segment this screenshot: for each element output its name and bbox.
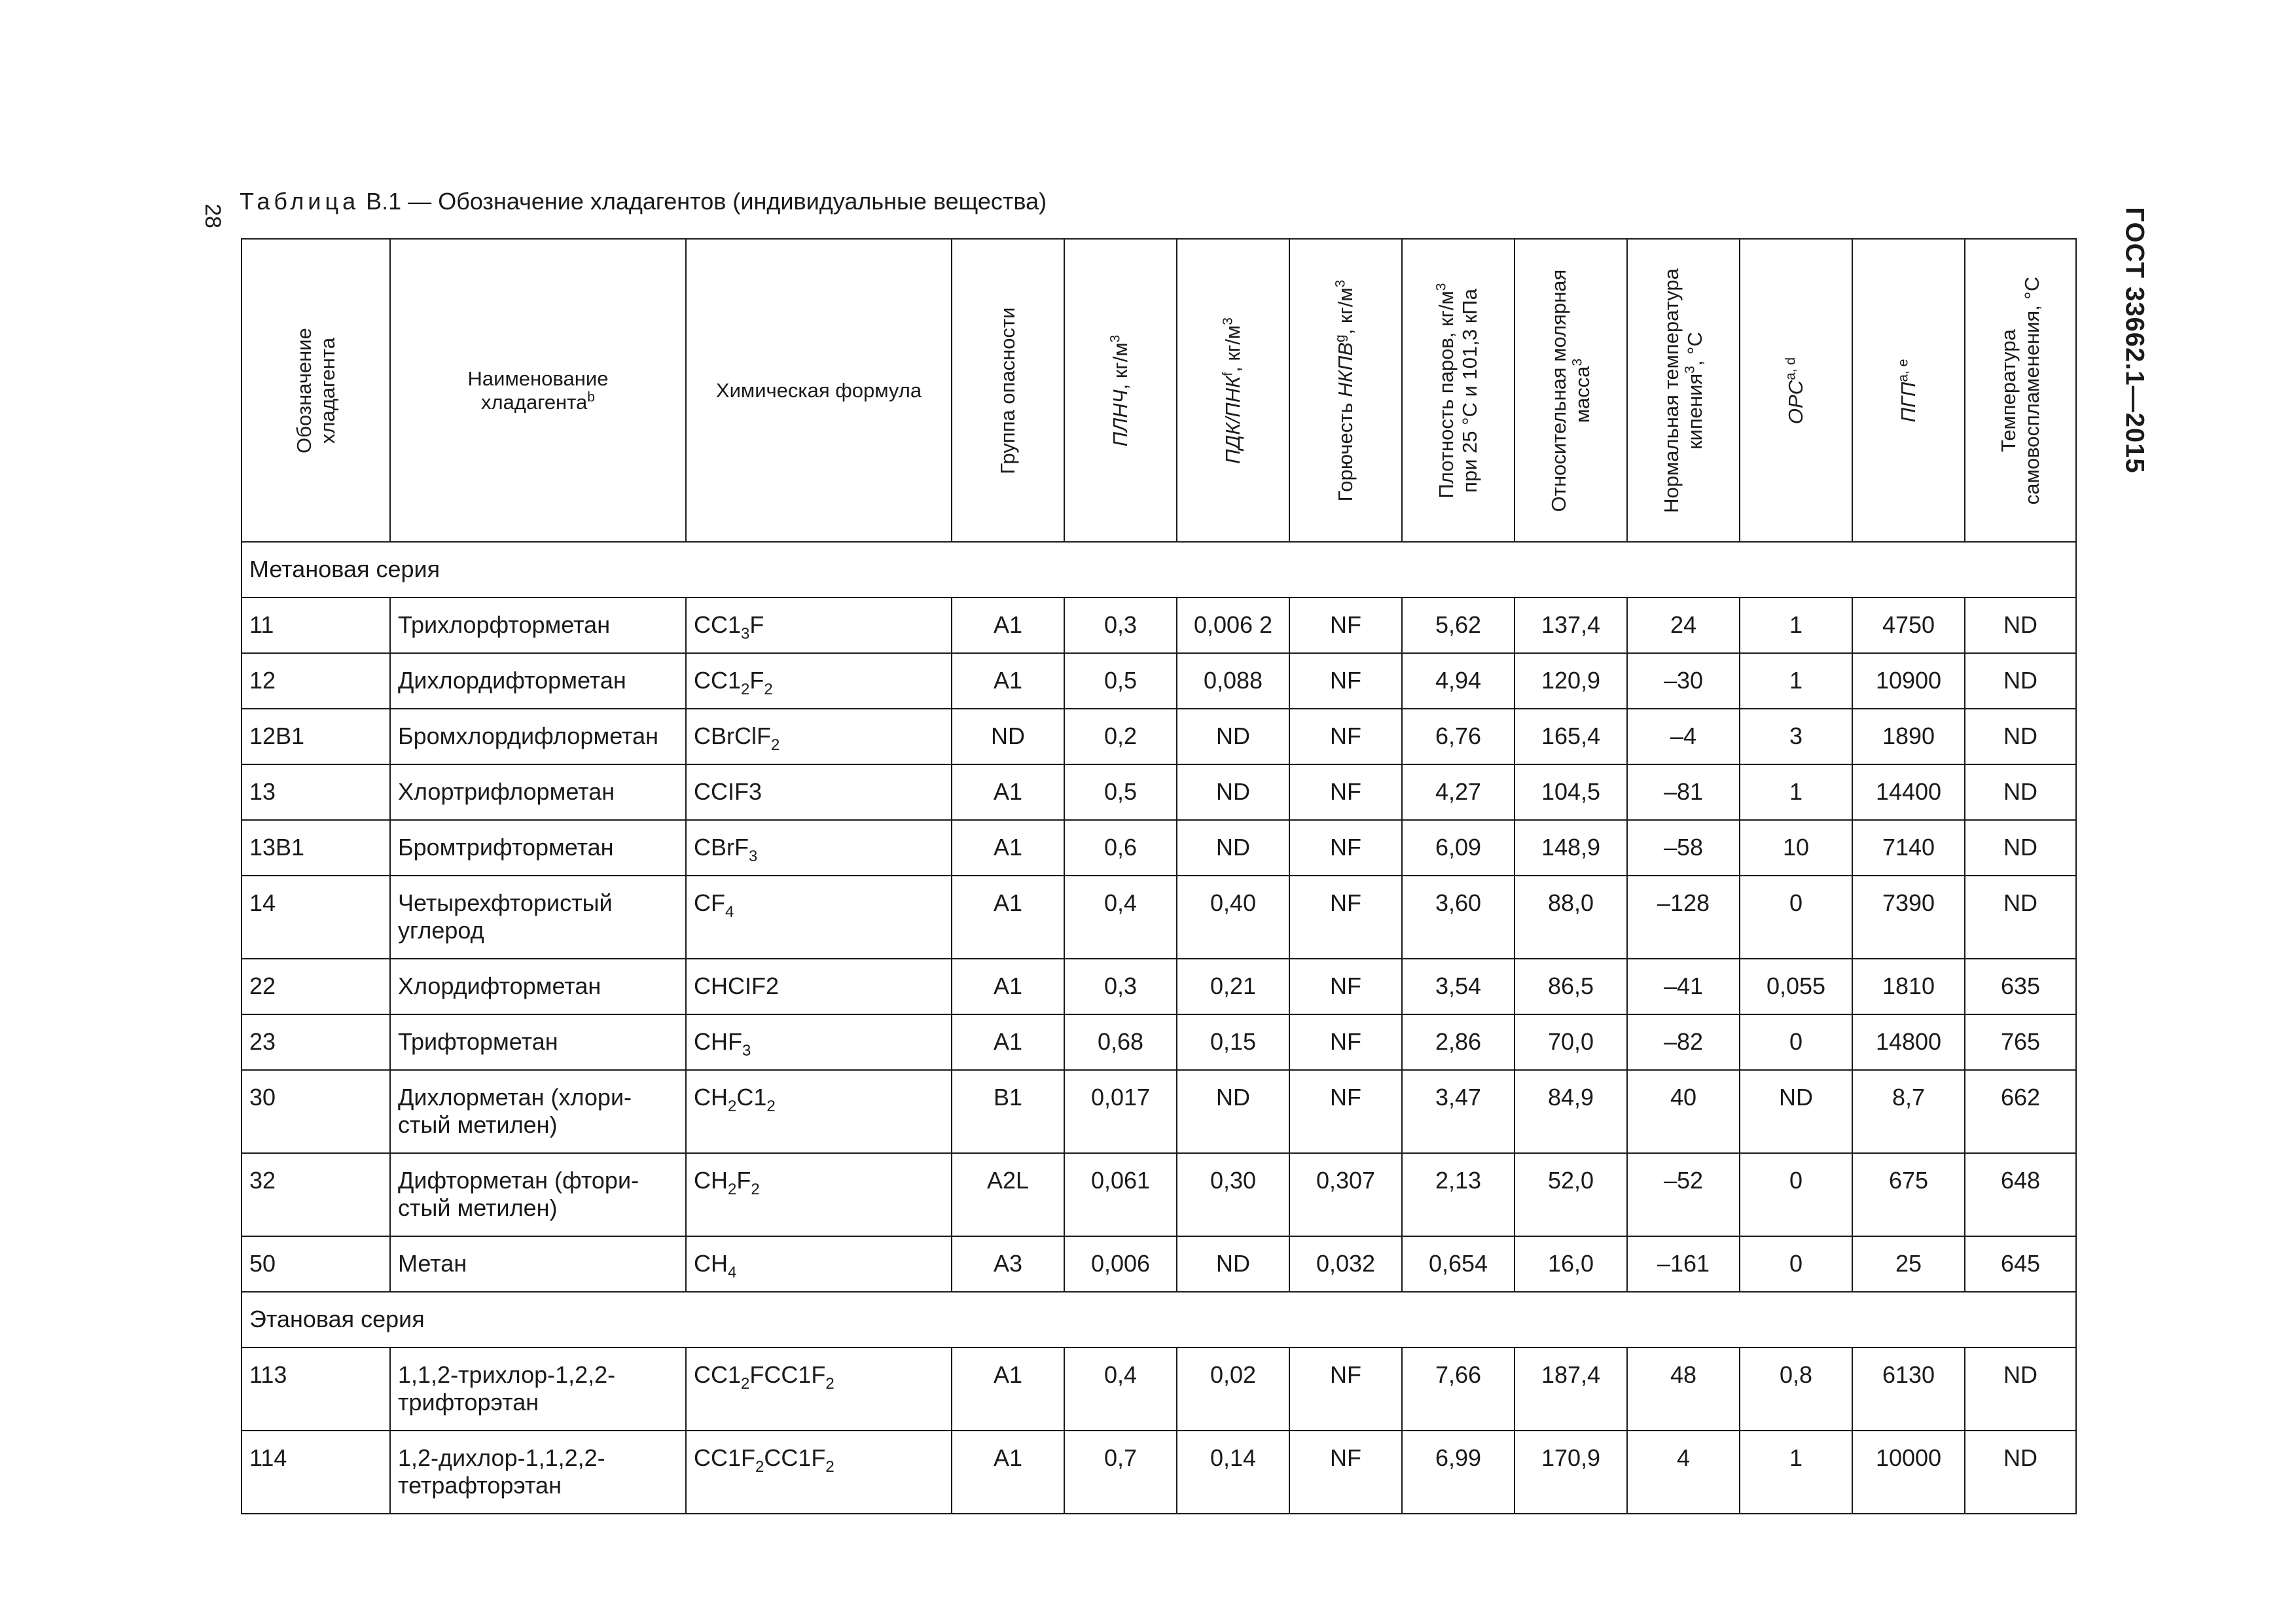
cell-boiling-point: –81 bbox=[1627, 764, 1740, 820]
table-row bbox=[242, 1070, 2076, 1153]
cell-group: A1 bbox=[952, 1347, 1064, 1431]
formula-part: CC1 bbox=[694, 611, 742, 638]
formula-part: CBrClF bbox=[694, 722, 771, 749]
cell-lfl: NF bbox=[1289, 653, 1402, 709]
cell-lfl: NF bbox=[1289, 1431, 1402, 1514]
cell-name bbox=[390, 764, 686, 820]
cell-designation: 12B1 bbox=[242, 709, 390, 764]
cell-odp: 10 bbox=[1740, 820, 1852, 876]
cell-pdk: 0,088 bbox=[1177, 653, 1289, 709]
cell-designation: 114 bbox=[242, 1431, 390, 1514]
cell-boiling-point: 24 bbox=[1627, 597, 1740, 653]
cell-formula bbox=[686, 597, 952, 653]
col-name-note: b bbox=[587, 389, 595, 405]
cell-density: 3,60 bbox=[1402, 876, 1515, 959]
col-atel bbox=[1064, 239, 1177, 542]
cell-formula bbox=[686, 959, 952, 1014]
cell-odp: 0 bbox=[1740, 1153, 1852, 1236]
cell-atel: 0,3 bbox=[1064, 959, 1177, 1014]
cell-gwp: 14800 bbox=[1852, 1014, 1965, 1070]
cell-atel: 0,006 bbox=[1064, 1236, 1177, 1292]
standard-id bbox=[2111, 203, 2157, 478]
col-designation bbox=[242, 239, 390, 542]
cell-name bbox=[390, 1070, 686, 1153]
cell-mass: 120,9 bbox=[1515, 653, 1627, 709]
cell-density: 2,13 bbox=[1402, 1153, 1515, 1236]
cell-formula bbox=[686, 1236, 952, 1292]
cell-mass: 84,9 bbox=[1515, 1070, 1627, 1153]
cell-density: 4,27 bbox=[1402, 764, 1515, 820]
cell-name-line: Трихлорфторметан bbox=[398, 611, 611, 638]
cell-lfl: NF bbox=[1289, 876, 1402, 959]
cell-formula bbox=[686, 709, 952, 764]
cell-boiling-point: –4 bbox=[1627, 709, 1740, 764]
col-formula bbox=[686, 239, 952, 542]
formula-part: 2 bbox=[766, 1097, 776, 1115]
cell-density: 0,654 bbox=[1402, 1236, 1515, 1292]
cell-gwp: 8,7 bbox=[1852, 1070, 1965, 1153]
cell-gwp: 1810 bbox=[1852, 959, 1965, 1014]
formula-part: F bbox=[749, 611, 764, 638]
cell-lfl: NF bbox=[1289, 1014, 1402, 1070]
cell-name bbox=[390, 1014, 686, 1070]
cell-mass: 86,5 bbox=[1515, 959, 1627, 1014]
cell-odp: 1 bbox=[1740, 597, 1852, 653]
cell-atel: 0,4 bbox=[1064, 876, 1177, 959]
cell-gwp: 675 bbox=[1852, 1153, 1965, 1236]
cell-gwp: 4750 bbox=[1852, 597, 1965, 653]
table-row bbox=[242, 1347, 2076, 1431]
cell-odp: 0,8 bbox=[1740, 1347, 1852, 1431]
cell-group: A1 bbox=[952, 1014, 1064, 1070]
page-number: 28 bbox=[200, 204, 226, 228]
cell-pdk: 0,40 bbox=[1177, 876, 1289, 959]
col-safety-group bbox=[952, 239, 1064, 542]
cell-density: 3,54 bbox=[1402, 959, 1515, 1014]
cell-group: B1 bbox=[952, 1070, 1064, 1153]
cell-atel: 0,2 bbox=[1064, 709, 1177, 764]
cell-group: A1 bbox=[952, 959, 1064, 1014]
cell-name-line: Хлортрифлорметан bbox=[398, 778, 615, 805]
formula-part: 2 bbox=[741, 681, 750, 698]
cell-formula bbox=[686, 1014, 952, 1070]
col-ait-l2: самовоспламенения, °С bbox=[2020, 276, 2043, 505]
col-flam-note: g bbox=[1333, 334, 1348, 342]
formula-part: 2 bbox=[764, 681, 773, 698]
cell-atel: 0,3 bbox=[1064, 597, 1177, 653]
cell-autoignition: 645 bbox=[1965, 1236, 2076, 1292]
col-bp-l2: кипения bbox=[1683, 373, 1706, 450]
col-mass-exp: 3 bbox=[1570, 358, 1585, 366]
cell-name-line: стый метилен) bbox=[398, 1194, 558, 1221]
cell-gwp: 25 bbox=[1852, 1236, 1965, 1292]
cell-pdk: 0,02 bbox=[1177, 1347, 1289, 1431]
cell-boiling-point: 4 bbox=[1627, 1431, 1740, 1514]
cell-atel: 0,017 bbox=[1064, 1070, 1177, 1153]
cell-gwp: 10900 bbox=[1852, 653, 1965, 709]
cell-atel: 0,6 bbox=[1064, 820, 1177, 876]
cell-pdk: 0,006 2 bbox=[1177, 597, 1289, 653]
cell-boiling-point: –161 bbox=[1627, 1236, 1740, 1292]
cell-pdk: ND bbox=[1177, 709, 1289, 764]
cell-name bbox=[390, 876, 686, 959]
col-safety-group-label: Группа опасности bbox=[996, 306, 1019, 474]
cell-designation: 30 bbox=[242, 1070, 390, 1153]
cell-gwp: 14400 bbox=[1852, 764, 1965, 820]
cell-density: 6,09 bbox=[1402, 820, 1515, 876]
cell-atel: 0,68 bbox=[1064, 1014, 1177, 1070]
cell-group: A2L bbox=[952, 1153, 1064, 1236]
cell-group: A1 bbox=[952, 597, 1064, 653]
cell-mass: 52,0 bbox=[1515, 1153, 1627, 1236]
cell-mass: 70,0 bbox=[1515, 1014, 1627, 1070]
cell-odp: ND bbox=[1740, 1070, 1852, 1153]
col-density-l2: при 25 °С и 101,3 кПа bbox=[1458, 288, 1481, 493]
cell-odp: 3 bbox=[1740, 709, 1852, 764]
cell-autoignition: ND bbox=[1965, 709, 2076, 764]
cell-formula bbox=[686, 764, 952, 820]
cell-density: 5,62 bbox=[1402, 597, 1515, 653]
cell-mass: 148,9 bbox=[1515, 820, 1627, 876]
cell-name bbox=[390, 1431, 686, 1514]
cell-autoignition: 648 bbox=[1965, 1153, 2076, 1236]
formula-part: CF bbox=[694, 889, 725, 916]
formula-part: 2 bbox=[728, 1181, 737, 1198]
cell-name bbox=[390, 597, 686, 653]
cell-density: 3,47 bbox=[1402, 1070, 1515, 1153]
col-flammability bbox=[1289, 239, 1402, 542]
cell-designation: 13 bbox=[242, 764, 390, 820]
col-name-l1: Наименование bbox=[467, 366, 609, 390]
cell-name-line: Дифторметан (фтори- bbox=[398, 1167, 639, 1194]
col-atel-exp: 3 bbox=[1107, 334, 1123, 342]
cell-group: A1 bbox=[952, 653, 1064, 709]
table-row bbox=[242, 1014, 2076, 1070]
col-odp-note: a, d bbox=[1783, 357, 1799, 380]
col-name bbox=[390, 239, 686, 542]
cell-lfl: NF bbox=[1289, 959, 1402, 1014]
table-row bbox=[242, 959, 2076, 1014]
cell-lfl: NF bbox=[1289, 1347, 1402, 1431]
cell-gwp: 10000 bbox=[1852, 1431, 1965, 1514]
cell-name bbox=[390, 709, 686, 764]
col-odp bbox=[1740, 239, 1852, 542]
table-row bbox=[242, 1153, 2076, 1236]
col-bp-exp: 3 bbox=[1682, 365, 1698, 374]
formula-part: 3 bbox=[749, 847, 758, 865]
cell-pdk: ND bbox=[1177, 764, 1289, 820]
cell-designation: 12 bbox=[242, 653, 390, 709]
cell-atel: 0,5 bbox=[1064, 764, 1177, 820]
formula-part: 3 bbox=[742, 1042, 751, 1060]
cell-atel: 0,7 bbox=[1064, 1431, 1177, 1514]
cell-name-line: 1,2-дихлор-1,1,2,2- bbox=[398, 1444, 605, 1471]
header-row bbox=[242, 239, 2076, 542]
table-row bbox=[242, 597, 2076, 653]
cell-lfl: NF bbox=[1289, 764, 1402, 820]
cell-lfl: 0,307 bbox=[1289, 1153, 1402, 1236]
cell-odp: 0,055 bbox=[1740, 959, 1852, 1014]
cell-designation: 113 bbox=[242, 1347, 390, 1431]
cell-name bbox=[390, 1236, 686, 1292]
cell-formula bbox=[686, 1431, 952, 1514]
section-title: Метановая серия bbox=[242, 542, 2076, 597]
table-row bbox=[242, 653, 2076, 709]
formula-part: CHF bbox=[694, 1028, 742, 1055]
cell-formula bbox=[686, 820, 952, 876]
cell-mass: 165,4 bbox=[1515, 709, 1627, 764]
col-designation-l1: Обозначение bbox=[292, 327, 315, 454]
cell-lfl: 0,032 bbox=[1289, 1236, 1402, 1292]
cell-lfl: NF bbox=[1289, 1070, 1402, 1153]
cell-autoignition: ND bbox=[1965, 653, 2076, 709]
cell-odp: 1 bbox=[1740, 764, 1852, 820]
col-mass-l1: Относительная молярная bbox=[1547, 269, 1570, 512]
cell-gwp: 7140 bbox=[1852, 820, 1965, 876]
col-pdk-exp: 3 bbox=[1220, 317, 1236, 325]
cell-name-line: Бромтрифторметан bbox=[398, 834, 614, 861]
cell-density: 2,86 bbox=[1402, 1014, 1515, 1070]
col-density-l1: Плотность паров, кг/м bbox=[1435, 290, 1458, 498]
cell-name-line: 1,1,2-трихлор-1,2,2- bbox=[398, 1361, 616, 1388]
formula-part: CBrF bbox=[694, 834, 749, 861]
cell-name-line: тетрафторэтан bbox=[398, 1472, 562, 1499]
col-atel-abbr: ПЛНЧ bbox=[1109, 389, 1132, 446]
col-pdk bbox=[1177, 239, 1289, 542]
col-atel-unit: , кг/м bbox=[1109, 342, 1132, 389]
col-boiling-point bbox=[1627, 239, 1740, 542]
cell-odp: 0 bbox=[1740, 1236, 1852, 1292]
cell-mass: 104,5 bbox=[1515, 764, 1627, 820]
cell-pdk: 0,14 bbox=[1177, 1431, 1289, 1514]
cell-formula bbox=[686, 876, 952, 959]
table-row bbox=[242, 820, 2076, 876]
cell-autoignition: 635 bbox=[1965, 959, 2076, 1014]
cell-designation: 13B1 bbox=[242, 820, 390, 876]
col-bp-l1: Нормальная температура bbox=[1660, 268, 1683, 513]
cell-formula bbox=[686, 1347, 952, 1431]
col-gwp bbox=[1852, 239, 1965, 542]
cell-name bbox=[390, 1153, 686, 1236]
cell-name bbox=[390, 959, 686, 1014]
cell-density: 6,99 bbox=[1402, 1431, 1515, 1514]
cell-odp: 0 bbox=[1740, 1014, 1852, 1070]
cell-boiling-point: –30 bbox=[1627, 653, 1740, 709]
cell-atel: 0,5 bbox=[1064, 653, 1177, 709]
col-odp-abbr: ОРС bbox=[1784, 380, 1807, 424]
cell-atel: 0,061 bbox=[1064, 1153, 1177, 1236]
formula-part: CC1F bbox=[764, 1444, 826, 1471]
cell-odp: 1 bbox=[1740, 653, 1852, 709]
table-row bbox=[242, 1431, 2076, 1514]
cell-group: A1 bbox=[952, 820, 1064, 876]
cell-lfl: NF bbox=[1289, 597, 1402, 653]
caption-lead: Таблица bbox=[240, 188, 360, 215]
cell-formula bbox=[686, 653, 952, 709]
cell-formula bbox=[686, 1070, 952, 1153]
col-pdk-abbr: ПДК/ПНК bbox=[1221, 376, 1244, 464]
formula-part: F bbox=[736, 1167, 751, 1194]
col-autoignition bbox=[1965, 239, 2076, 542]
cell-pdk: 0,30 bbox=[1177, 1153, 1289, 1236]
col-pdk-note: f bbox=[1220, 372, 1236, 376]
cell-name-line: Хлордифторметан bbox=[398, 972, 601, 999]
formula-part: 2 bbox=[755, 1458, 764, 1476]
cell-name bbox=[390, 653, 686, 709]
cell-autoignition: 765 bbox=[1965, 1014, 2076, 1070]
formula-part: 2 bbox=[825, 1375, 834, 1393]
col-flam-unit: , кг/м bbox=[1334, 287, 1357, 334]
cell-designation: 32 bbox=[242, 1153, 390, 1236]
cell-boiling-point: 48 bbox=[1627, 1347, 1740, 1431]
cell-designation: 11 bbox=[242, 597, 390, 653]
cell-boiling-point: 40 bbox=[1627, 1070, 1740, 1153]
cell-name-line: Трифторметан bbox=[398, 1028, 558, 1055]
cell-density: 4,94 bbox=[1402, 653, 1515, 709]
col-bp-unit: , °С bbox=[1683, 331, 1706, 366]
cell-designation: 14 bbox=[242, 876, 390, 959]
formula-part: FCC1F bbox=[749, 1361, 826, 1388]
formula-part: CH bbox=[694, 1167, 728, 1194]
cell-autoignition: ND bbox=[1965, 1431, 2076, 1514]
cell-mass: 187,4 bbox=[1515, 1347, 1627, 1431]
refrigerant-table bbox=[241, 238, 2077, 1514]
col-flam-word: Горючесть bbox=[1334, 397, 1357, 501]
formula-part: C1 bbox=[736, 1084, 767, 1111]
formula-part: 4 bbox=[728, 1264, 737, 1281]
formula-part: CC1 bbox=[694, 1361, 742, 1388]
cell-name-line: углерод bbox=[398, 917, 484, 944]
formula-part: 2 bbox=[825, 1458, 834, 1476]
col-designation-l2: хладагента bbox=[315, 337, 339, 444]
cell-pdk: ND bbox=[1177, 1236, 1289, 1292]
formula-part: CC1F bbox=[694, 1444, 756, 1471]
col-density-exp: 3 bbox=[1433, 283, 1449, 291]
cell-designation: 23 bbox=[242, 1014, 390, 1070]
formula-part: 3 bbox=[741, 625, 750, 643]
table-row bbox=[242, 709, 2076, 764]
formula-part: 4 bbox=[725, 903, 734, 921]
cell-pdk: 0,21 bbox=[1177, 959, 1289, 1014]
cell-mass: 88,0 bbox=[1515, 876, 1627, 959]
cell-group: A1 bbox=[952, 764, 1064, 820]
cell-name-line: Дихлорметан (хлори- bbox=[398, 1084, 632, 1111]
cell-boiling-point: –52 bbox=[1627, 1153, 1740, 1236]
table-row bbox=[242, 1236, 2076, 1292]
cell-name-line: Бромхлордифлорметан bbox=[398, 722, 659, 749]
cell-name-line: Метан bbox=[398, 1250, 467, 1277]
cell-mass: 16,0 bbox=[1515, 1236, 1627, 1292]
cell-boiling-point: –58 bbox=[1627, 820, 1740, 876]
col-name-l2: хладагента bbox=[481, 390, 588, 414]
col-flam-exp: 3 bbox=[1333, 279, 1348, 287]
standard-id-text: ГОСТ 33662.1—2015 bbox=[2120, 207, 2149, 474]
col-pdk-unit: , кг/м bbox=[1221, 325, 1244, 372]
col-molar-mass bbox=[1515, 239, 1627, 542]
cell-name bbox=[390, 820, 686, 876]
cell-designation: 50 bbox=[242, 1236, 390, 1292]
cell-mass: 170,9 bbox=[1515, 1431, 1627, 1514]
cell-atel: 0,4 bbox=[1064, 1347, 1177, 1431]
cell-density: 6,76 bbox=[1402, 709, 1515, 764]
cell-mass: 137,4 bbox=[1515, 597, 1627, 653]
cell-pdk: 0,15 bbox=[1177, 1014, 1289, 1070]
cell-autoignition: ND bbox=[1965, 876, 2076, 959]
cell-group: A1 bbox=[952, 876, 1064, 959]
cell-autoignition: ND bbox=[1965, 1347, 2076, 1431]
section-row bbox=[242, 542, 2076, 597]
section-row bbox=[242, 1292, 2076, 1347]
col-flam-abbr: НКПВ bbox=[1334, 342, 1357, 397]
cell-group: A1 bbox=[952, 1431, 1064, 1514]
cell-formula bbox=[686, 1153, 952, 1236]
table-caption bbox=[240, 188, 1047, 215]
formula-part: CC1 bbox=[694, 667, 742, 694]
formula-part: F bbox=[749, 667, 764, 694]
section-title: Этановая серия bbox=[242, 1292, 2076, 1347]
cell-name-line: трифторэтан bbox=[398, 1389, 539, 1416]
table-row bbox=[242, 876, 2076, 959]
cell-gwp: 1890 bbox=[1852, 709, 1965, 764]
col-ait-l1: Температура bbox=[1997, 329, 2020, 452]
cell-lfl: NF bbox=[1289, 709, 1402, 764]
cell-gwp: 6130 bbox=[1852, 1347, 1965, 1431]
col-formula-label: Химическая формула bbox=[715, 378, 922, 402]
col-gwp-abbr: ПГП bbox=[1897, 382, 1920, 422]
cell-name-line: Дихлордифторметан bbox=[398, 667, 626, 694]
formula-part: 2 bbox=[741, 1375, 750, 1393]
cell-group: A3 bbox=[952, 1236, 1064, 1292]
cell-boiling-point: –82 bbox=[1627, 1014, 1740, 1070]
cell-pdk: ND bbox=[1177, 1070, 1289, 1153]
table-row bbox=[242, 764, 2076, 820]
cell-boiling-point: –128 bbox=[1627, 876, 1740, 959]
formula-part: 2 bbox=[751, 1181, 760, 1198]
cell-name-line: Четырехфтористый bbox=[398, 889, 613, 916]
cell-odp: 1 bbox=[1740, 1431, 1852, 1514]
cell-group: ND bbox=[952, 709, 1064, 764]
cell-autoignition: ND bbox=[1965, 764, 2076, 820]
col-vapor-density bbox=[1402, 239, 1515, 542]
formula-part: 2 bbox=[770, 736, 780, 754]
cell-designation: 22 bbox=[242, 959, 390, 1014]
cell-boiling-point: –41 bbox=[1627, 959, 1740, 1014]
cell-pdk: ND bbox=[1177, 820, 1289, 876]
cell-autoignition: 662 bbox=[1965, 1070, 2076, 1153]
cell-name bbox=[390, 1347, 686, 1431]
formula-part: CH bbox=[694, 1084, 728, 1111]
caption-text: В.1 — Обозначение хладагентов (индивидуальные вещества) bbox=[366, 188, 1047, 215]
col-mass-l2: масса bbox=[1571, 365, 1594, 423]
cell-odp: 0 bbox=[1740, 876, 1852, 959]
cell-gwp: 7390 bbox=[1852, 876, 1965, 959]
cell-lfl: NF bbox=[1289, 820, 1402, 876]
formula-part: 2 bbox=[728, 1097, 737, 1115]
formula-part: CH bbox=[694, 1250, 728, 1277]
col-gwp-note: a, e bbox=[1895, 359, 1911, 382]
cell-autoignition: ND bbox=[1965, 597, 2076, 653]
cell-autoignition: ND bbox=[1965, 820, 2076, 876]
formula-part: CCIF3 bbox=[694, 778, 762, 805]
formula-part: CHCIF2 bbox=[694, 972, 780, 999]
cell-name-line: стый метилен) bbox=[398, 1111, 558, 1138]
cell-density: 7,66 bbox=[1402, 1347, 1515, 1431]
